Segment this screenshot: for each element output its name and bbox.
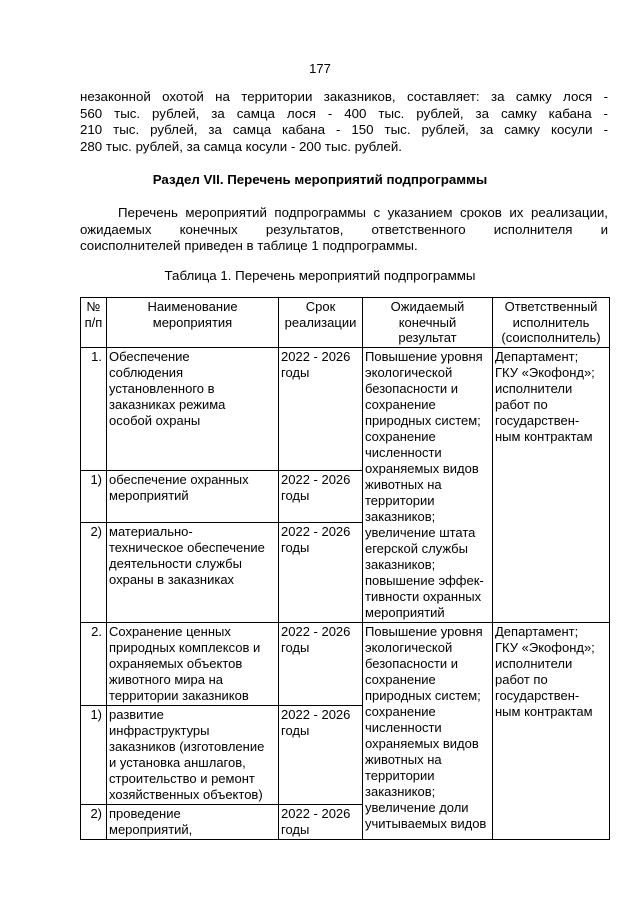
row-name: проведение мероприятий, bbox=[107, 804, 279, 839]
row-number: 2) bbox=[81, 804, 107, 839]
row-number: 1) bbox=[81, 705, 107, 804]
group1-result: Повышение уровня экологической безопасности и сохранение природных систем; сохранение численности охраняемых видов животных на территории заказников; увеличение штата егерской службы заказников; повышение эффек- тивности охранных мероприятий bbox=[363, 347, 493, 622]
intro-line-4: 280 тыс. рублей, за самца косули - 200 тыс. рублей. bbox=[80, 138, 402, 154]
measures-table bbox=[80, 297, 610, 840]
description-paragraph bbox=[80, 205, 608, 255]
group2-responsible: Департамент; ГКУ «Экофонд»; исполнители работ по государствен- ным контрактам bbox=[493, 622, 610, 839]
description-line-3: соисполнителей приведен в таблице 1 подпрограммы. bbox=[80, 238, 418, 253]
group1-responsible: Департамент; ГКУ «Экофонд»; исполнители работ по государствен- ным контрактам bbox=[493, 347, 610, 622]
page-number: 177 bbox=[309, 61, 331, 76]
header-term: Срок реализации bbox=[279, 298, 363, 348]
row-number: 2) bbox=[81, 522, 107, 622]
intro-paragraph bbox=[80, 89, 608, 155]
intro-line-3: 210 тыс. рублей, за самца кабана - 150 тыс. рублей, за самку косули - bbox=[80, 122, 608, 137]
row-name: Обеспечение соблюдения установленного в заказниках режима особой охраны bbox=[107, 347, 279, 470]
description-line-1: Перечень мероприятий подпрограммы с указанием сроков их реализации, bbox=[118, 205, 608, 220]
row-name: развитие инфраструктуры заказников (изготовление и установка аншлагов, строительство и ремонт хозяйственных объектов) bbox=[107, 705, 279, 804]
header-responsible: Ответственный исполнитель (соисполнитель) bbox=[493, 298, 610, 348]
row-term: 2022 - 2026 годы bbox=[279, 347, 363, 470]
header-number: № п/п bbox=[81, 298, 107, 348]
row-name: обеспечение охранных мероприятий bbox=[107, 470, 279, 522]
row-term: 2022 - 2026 годы bbox=[279, 705, 363, 804]
group2-result: Повышение уровня экологической безопасности и сохранение природных систем; сохранение численности охраняемых видов животных на территории заказников; увеличение доли учитываемых видов bbox=[363, 622, 493, 839]
row-number: 1) bbox=[81, 470, 107, 522]
header-name: Наименование мероприятия bbox=[107, 298, 279, 348]
intro-line-2: 560 тыс. рублей, за самца лося - 400 тыс. рублей, за самку кабана - bbox=[80, 105, 608, 121]
description-line-2: ожидаемых конечных результатов, ответственного исполнителя и bbox=[80, 221, 608, 237]
row-number: 1. bbox=[81, 347, 107, 470]
row-name: материально- техническое обеспечение деятельности службы охраны в заказниках bbox=[107, 522, 279, 622]
row-term: 2022 - 2026 годы bbox=[279, 470, 363, 522]
row-term: 2022 - 2026 годы bbox=[279, 804, 363, 839]
row-term: 2022 - 2026 годы bbox=[279, 522, 363, 622]
table-header-row bbox=[81, 298, 610, 348]
table-row bbox=[81, 622, 610, 705]
table-caption: Таблица 1. Перечень мероприятий подпрограммы bbox=[164, 268, 476, 283]
row-number: 2. bbox=[81, 622, 107, 705]
row-name: Сохранение ценных природных комплексов и охраняемых объектов животного мира на территории заказников bbox=[107, 622, 279, 705]
row-term: 2022 - 2026 годы bbox=[279, 622, 363, 705]
section-heading: Раздел VII. Перечень мероприятий подпрограммы bbox=[152, 172, 488, 187]
header-result: Ожидаемый конечный результат bbox=[363, 298, 493, 348]
intro-line-1: незаконной охотой на территории заказников, составляет: за самку лося - bbox=[80, 89, 608, 104]
table-row bbox=[81, 347, 610, 470]
